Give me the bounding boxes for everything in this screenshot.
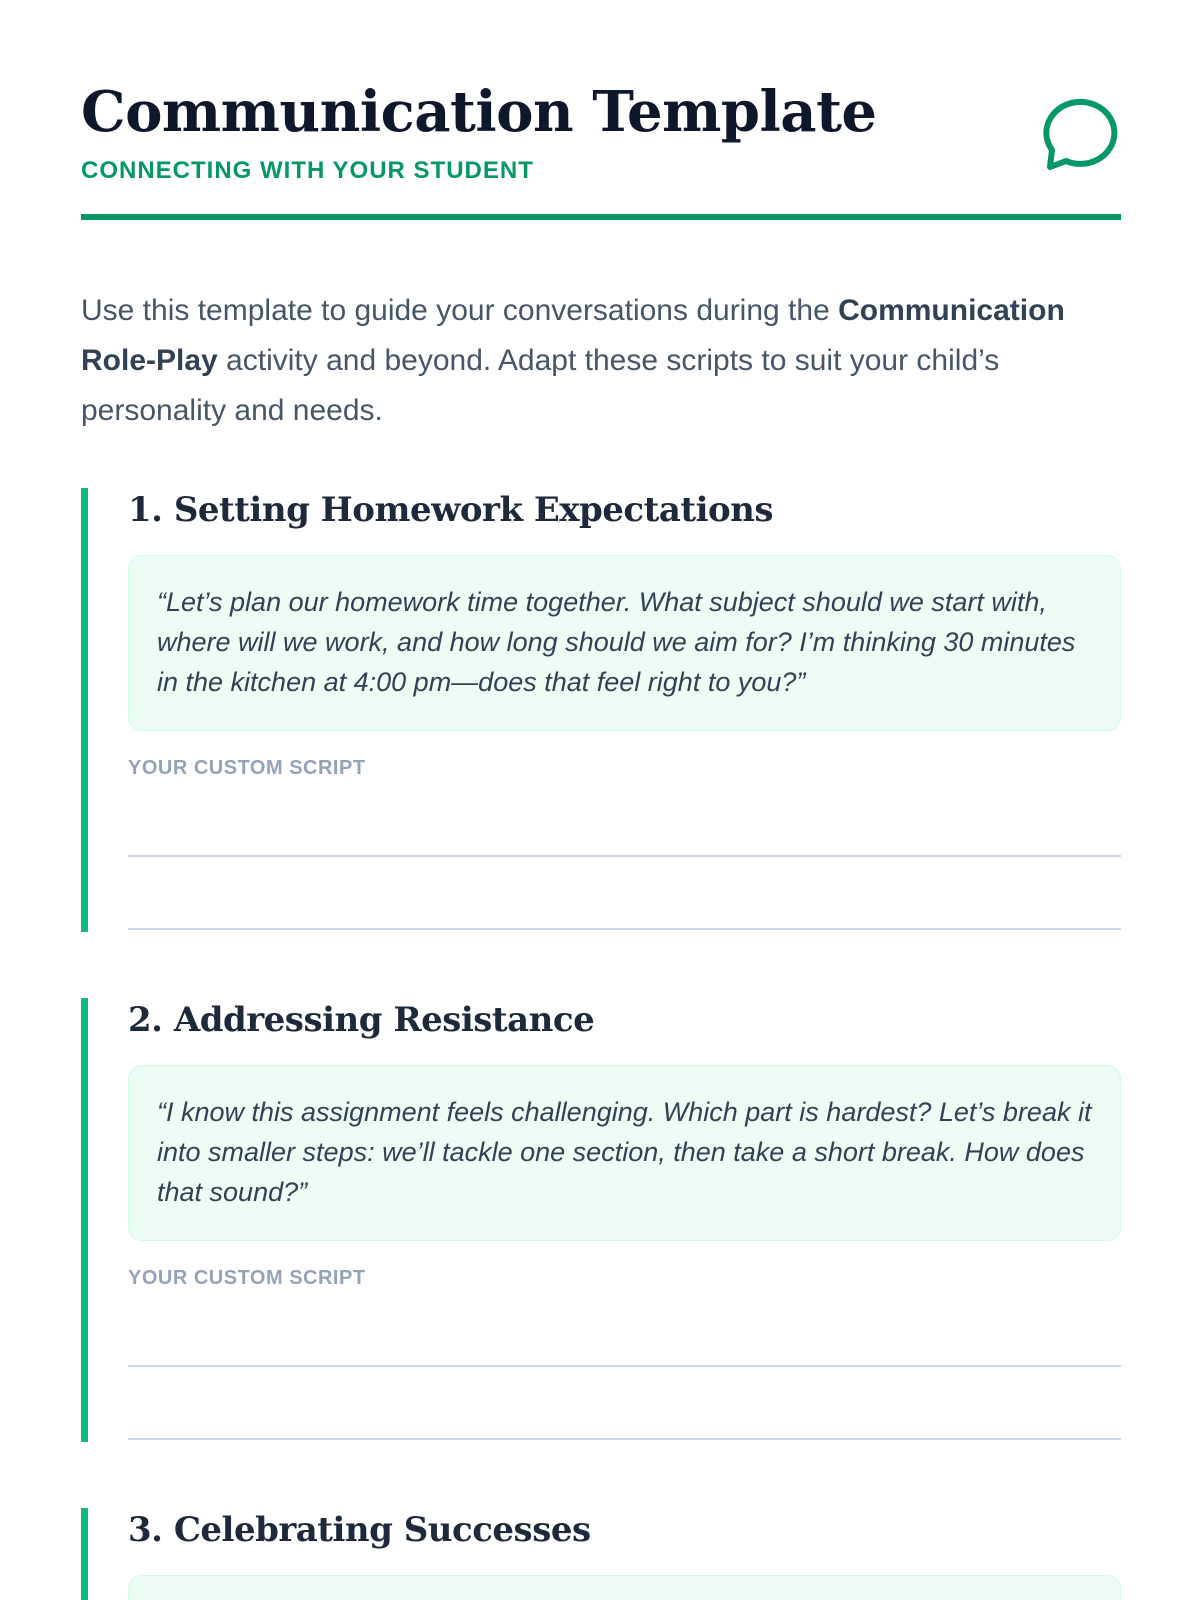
- custom-script-line[interactable]: [128, 855, 1121, 857]
- page-header: [81, 80, 1121, 185]
- custom-script-line[interactable]: [128, 928, 1121, 930]
- custom-script-line[interactable]: [128, 1438, 1121, 1440]
- section-addressing-resistance: [81, 998, 1121, 1442]
- custom-script-line[interactable]: [128, 1365, 1121, 1367]
- custom-script-label: YOUR CUSTOM SCRIPT: [128, 1267, 366, 1289]
- chat-bubble-icon: [1040, 94, 1120, 174]
- intro-bold-activity: Communication Role-Play: [81, 294, 1065, 377]
- custom-script-label: YOUR CUSTOM SCRIPT: [128, 757, 366, 779]
- page-subtitle: CONNECTING WITH YOUR STUDENT: [81, 157, 534, 184]
- example-script-quote: “I know this assignment feels challenging. Which part is hardest? Let’s break it into smaller steps: we’ll tackle one section, then take a short break. How does that sound?”: [128, 1065, 1121, 1241]
- header-divider: [81, 214, 1121, 220]
- section-homework-expectations: [81, 488, 1121, 932]
- page-title: Communication Template: [81, 79, 877, 145]
- section-title: 2. Addressing Resistance: [128, 1000, 595, 1040]
- example-script-quote: “Let’s plan our homework time together. What subject should we start with, where will we work, and how long should we aim for? I’m thinking 30 minutes in the kitchen at 4:00 pm—does that feel right to you?”: [128, 555, 1121, 731]
- example-script-quote: [128, 1575, 1121, 1600]
- intro-text-after: activity and beyond. Adapt these scripts to suit your child’s personality and needs.: [81, 344, 1000, 427]
- intro-paragraph: [81, 286, 1121, 436]
- section-celebrating-successes: [81, 1508, 1121, 1600]
- section-title: 3. Celebrating Successes: [128, 1510, 591, 1550]
- section-title: 1. Setting Homework Expectations: [128, 490, 774, 530]
- intro-text-before: Use this template to guide your conversations during the: [81, 294, 839, 327]
